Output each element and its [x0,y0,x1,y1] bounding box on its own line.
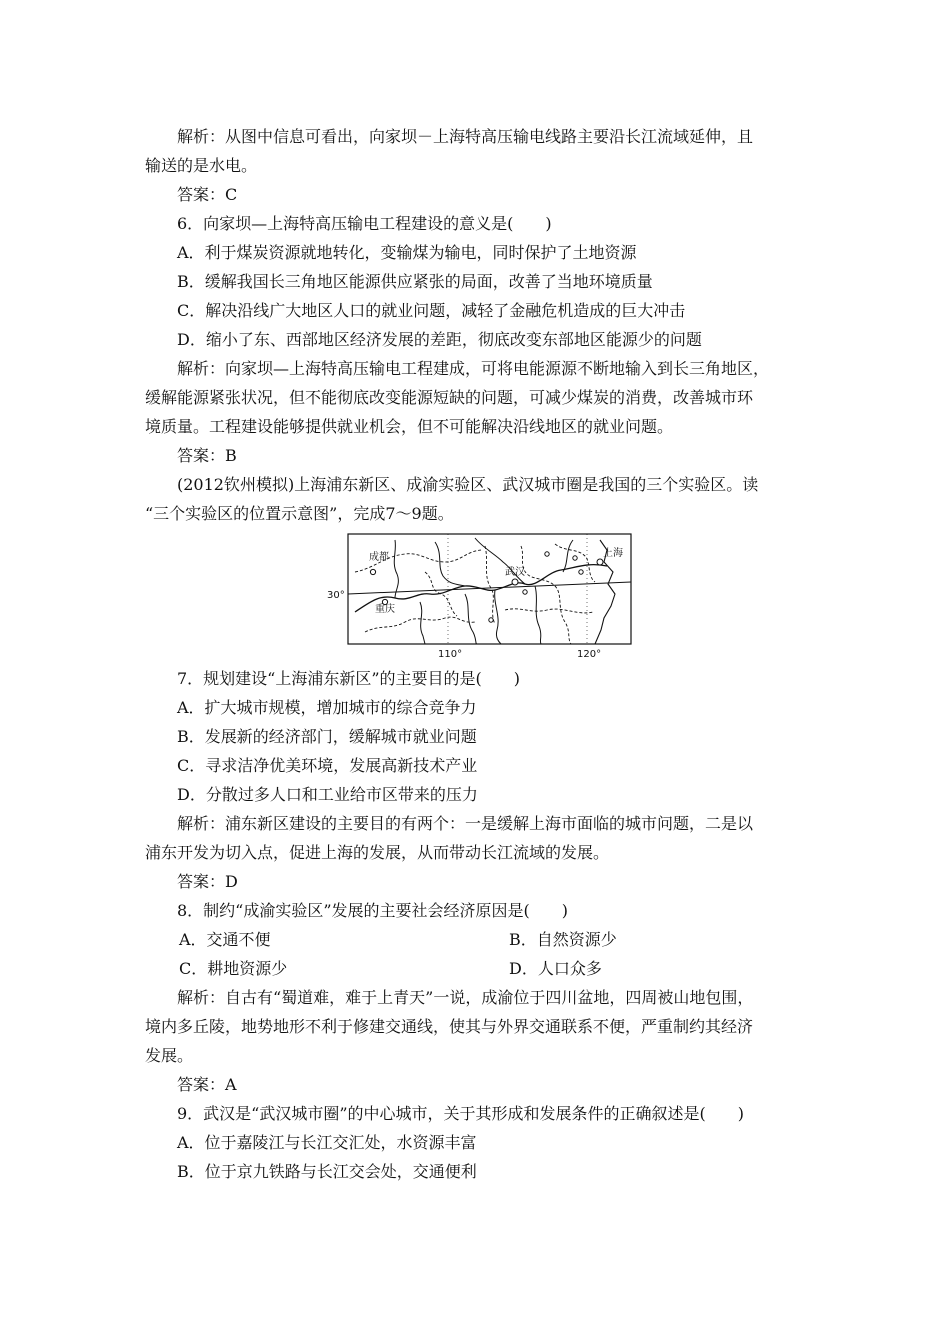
intro-line1: (2012钦州模拟)上海浦东新区、成渝实验区、武汉城市圈是我国的三个实验区。读 [177,475,759,494]
river-min [394,540,398,598]
answer-6: 答案：B [177,446,237,465]
question-8-options-row1 [145,925,815,954]
explanation-7-line2: 浦东开发为切入点，促进上海的发展，从而带动长江流域的发展。 [145,843,610,862]
answer-5: 答案：C [177,185,238,204]
river-xiang [495,590,501,644]
question-8-option-b: B．自然资源少 [509,930,617,949]
question-9: 9．武汉是“武汉城市圈”的中心城市，关于其形成和发展条件的正确叙述是( ) [177,1104,745,1123]
label-chongqing: 重庆 [375,604,395,615]
question-6-option-c: C．解决沿线广大地区人口的就业问题，减轻了金融危机造成的巨大冲击 [177,301,686,320]
explanation-5-line2: 输送的是水电。 [145,156,258,175]
boundary-6 [505,609,593,613]
explanation-6-line2: 缓解能源紧张状况，但不能彻底改变能源短缺的问题，可减少煤炭的消费，改善城市环 [145,388,754,407]
label-shanghai: 上海 [603,548,623,559]
answer-8: 答案：A [177,1075,237,1094]
question-6: 6．向家坝—上海特高压输电工程建设的意义是( ) [177,214,552,233]
boundary-2 [365,617,475,632]
explanation-5-line1: 解析：从图中信息可看出，向家坝－上海特高压输电线路主要沿长江流域延伸，且 [177,127,754,146]
explanation-8-line3: 发展。 [145,1046,194,1065]
explanation-7-line1: 解析：浦东新区建设的主要目的有两个：一是缓解上海市面临的城市问题，二是以 [177,814,754,833]
question-7-option-b: B．发展新的经济部门，缓解城市就业问题 [177,727,477,746]
city-marker [523,590,527,594]
question-8-option-c: C．耕地资源少 [179,959,288,978]
explanation-6-line1: 解析：向家坝—上海特高压输电工程建成，可将电能源源不断地输入到长三角地区， [177,359,770,378]
question-8-options-row2 [145,954,815,983]
river-yuan [465,594,477,644]
boundary-5 [555,544,595,582]
location-map [145,532,815,660]
intro-line2: “三个实验区的位置示意图”，完成7～9题。 [145,504,454,523]
shanghai-marker [597,559,603,565]
question-7: 7．规划建设“上海浦东新区”的主要目的是( ) [177,669,521,688]
question-8: 8．制约“成渝实验区”发展的主要社会经济原因是( ) [177,901,569,920]
river-wu [420,602,425,644]
question-9-option-a: A．位于嘉陵江与长江交汇处，水资源丰富 [177,1133,477,1152]
label-lon-120: 120° [577,649,602,660]
question-6-option-a: A．利于煤炭资源就地转化，变输煤为输电，同时保护了土地资源 [177,243,637,262]
question-7-option-a: A．扩大城市规模，增加城市的综合竞争力 [177,698,477,717]
question-9-option-b: B．位于京九铁路与长江交会处，交通便利 [177,1162,477,1181]
latitude-30-line [348,582,631,594]
boundary-4 [521,546,571,644]
question-8-option-a: A．交通不便 [179,930,271,949]
wuhan-marker [512,579,518,585]
city-marker [579,570,583,574]
chengdu-marker [370,569,375,574]
question-7-option-c: C．寻求洁净优美环境，发展高新技术产业 [177,756,478,775]
label-lon-110: 110° [438,649,463,660]
question-6-option-b: B．缓解我国长三角地区能源供应紧张的局面，改善了当地环境质量 [177,272,653,291]
river-gan [535,586,541,644]
question-6-option-d: D．缩小了东、西部地区经济发展的差距，彻底改变东部地区能源少的问题 [177,330,702,349]
city-marker [545,552,549,556]
city-marker [573,556,577,560]
boundary-3 [485,546,495,624]
question-8-option-d: D．人口众多 [509,959,602,978]
map-figure [325,532,635,660]
label-lat-30: 30° [327,590,345,601]
label-wuhan: 武汉 [505,567,525,578]
river-jialing [435,542,465,586]
question-7-option-d: D．分散过多人口和工业给市区带来的压力 [177,785,478,804]
answer-7: 答案：D [177,872,238,891]
explanation-8-line1: 解析：自古有“蜀道难，难于上青天”一说，成渝位于四川盆地，四周被山地包围， [177,988,754,1007]
explanation-8-line2: 境内多丘陵，地势地形不利于修建交通线，使其与外界交通联系不便，严重制约其经济 [145,1017,754,1036]
river-huai [563,540,573,572]
label-chengdu: 成都 [369,552,389,563]
document-body [145,122,815,1186]
explanation-6-line3: 境质量。工程建设能够提供就业机会，但不可能解决沿线地区的就业问题。 [145,417,674,436]
city-marker [489,618,493,622]
